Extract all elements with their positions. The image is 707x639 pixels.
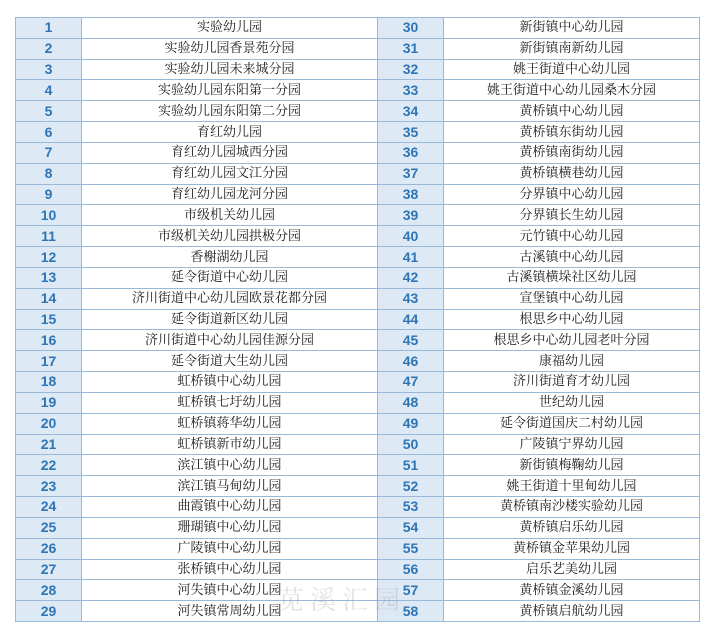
left-row-number: 7 — [16, 142, 82, 163]
left-kindergarten-name: 虹桥镇蒋华幼儿园 — [82, 413, 378, 434]
left-kindergarten-name: 济川街道中心幼儿园欧景花都分园 — [82, 288, 378, 309]
right-kindergarten-name: 延令街道国庆二村幼儿园 — [444, 413, 700, 434]
table-row — [16, 392, 700, 413]
right-row-number: 53 — [378, 497, 444, 518]
table-row — [16, 559, 700, 580]
left-row-number: 21 — [16, 434, 82, 455]
left-row-number: 17 — [16, 351, 82, 372]
left-row-number: 2 — [16, 38, 82, 59]
left-row-number: 24 — [16, 497, 82, 518]
right-kindergarten-name: 黄桥镇南街幼儿园 — [444, 142, 700, 163]
left-row-number: 3 — [16, 59, 82, 80]
right-kindergarten-name: 黄桥镇中心幼儿园 — [444, 101, 700, 122]
table-row — [16, 163, 700, 184]
left-kindergarten-name: 育红幼儿园龙河分园 — [82, 184, 378, 205]
kindergarten-list-table — [15, 17, 700, 622]
table-row — [16, 351, 700, 372]
left-row-number: 25 — [16, 517, 82, 538]
table-row — [16, 601, 700, 622]
right-kindergarten-name: 黄桥镇启航幼儿园 — [444, 601, 700, 622]
left-row-number: 6 — [16, 122, 82, 143]
right-kindergarten-name: 根思乡中心幼儿园 — [444, 309, 700, 330]
table-row — [16, 372, 700, 393]
table-row — [16, 267, 700, 288]
right-row-number: 52 — [378, 476, 444, 497]
left-row-number: 18 — [16, 372, 82, 393]
left-kindergarten-name: 育红幼儿园城西分园 — [82, 142, 378, 163]
right-row-number: 46 — [378, 351, 444, 372]
left-kindergarten-name: 张桥镇中心幼儿园 — [82, 559, 378, 580]
left-kindergarten-name: 延令街道新区幼儿园 — [82, 309, 378, 330]
table-row — [16, 497, 700, 518]
table-row — [16, 59, 700, 80]
right-row-number: 50 — [378, 434, 444, 455]
right-kindergarten-name: 新街镇中心幼儿园 — [444, 18, 700, 39]
left-row-number: 13 — [16, 267, 82, 288]
right-row-number: 31 — [378, 38, 444, 59]
left-kindergarten-name: 河失镇常周幼儿园 — [82, 601, 378, 622]
left-kindergarten-name: 滨江镇中心幼儿园 — [82, 455, 378, 476]
left-row-number: 9 — [16, 184, 82, 205]
right-row-number: 44 — [378, 309, 444, 330]
right-row-number: 43 — [378, 288, 444, 309]
left-kindergarten-name: 滨江镇马甸幼儿园 — [82, 476, 378, 497]
left-kindergarten-name: 广陵镇中心幼儿园 — [82, 538, 378, 559]
left-kindergarten-name: 虹桥镇新市幼儿园 — [82, 434, 378, 455]
left-kindergarten-name: 曲霞镇中心幼儿园 — [82, 497, 378, 518]
left-kindergarten-name: 虹桥镇七圩幼儿园 — [82, 392, 378, 413]
left-row-number: 12 — [16, 247, 82, 268]
table-row — [16, 330, 700, 351]
right-row-number: 30 — [378, 18, 444, 39]
left-row-number: 28 — [16, 580, 82, 601]
right-row-number: 55 — [378, 538, 444, 559]
right-row-number: 48 — [378, 392, 444, 413]
right-row-number: 57 — [378, 580, 444, 601]
left-row-number: 1 — [16, 18, 82, 39]
left-row-number: 15 — [16, 309, 82, 330]
left-kindergarten-name: 实验幼儿园未来城分园 — [82, 59, 378, 80]
right-row-number: 42 — [378, 267, 444, 288]
right-row-number: 41 — [378, 247, 444, 268]
table-row — [16, 18, 700, 39]
right-kindergarten-name: 新街镇南新幼儿园 — [444, 38, 700, 59]
table-row — [16, 538, 700, 559]
left-row-number: 19 — [16, 392, 82, 413]
right-kindergarten-name: 启乐艺美幼儿园 — [444, 559, 700, 580]
right-row-number: 40 — [378, 226, 444, 247]
table-row — [16, 226, 700, 247]
right-kindergarten-name: 黄桥镇南沙楼实验幼儿园 — [444, 497, 700, 518]
right-row-number: 58 — [378, 601, 444, 622]
left-kindergarten-name: 延令街道中心幼儿园 — [82, 267, 378, 288]
table-row — [16, 38, 700, 59]
right-kindergarten-name: 古溪镇横垛社区幼儿园 — [444, 267, 700, 288]
left-row-number: 27 — [16, 559, 82, 580]
left-row-number: 4 — [16, 80, 82, 101]
left-row-number: 11 — [16, 226, 82, 247]
left-kindergarten-name: 实验幼儿园东阳第一分园 — [82, 80, 378, 101]
left-kindergarten-name: 延令街道大生幼儿园 — [82, 351, 378, 372]
right-kindergarten-name: 济川街道育才幼儿园 — [444, 372, 700, 393]
right-kindergarten-name: 古溪镇中心幼儿园 — [444, 247, 700, 268]
right-row-number: 36 — [378, 142, 444, 163]
right-kindergarten-name: 黄桥镇东街幼儿园 — [444, 122, 700, 143]
table-row — [16, 580, 700, 601]
right-kindergarten-name: 黄桥镇金苹果幼儿园 — [444, 538, 700, 559]
right-row-number: 45 — [378, 330, 444, 351]
right-row-number: 47 — [378, 372, 444, 393]
right-row-number: 33 — [378, 80, 444, 101]
left-row-number: 16 — [16, 330, 82, 351]
left-row-number: 20 — [16, 413, 82, 434]
left-row-number: 8 — [16, 163, 82, 184]
table-row — [16, 80, 700, 101]
left-kindergarten-name: 实验幼儿园东阳第二分园 — [82, 101, 378, 122]
right-kindergarten-name: 宣堡镇中心幼儿园 — [444, 288, 700, 309]
left-kindergarten-name: 香榭湖幼儿园 — [82, 247, 378, 268]
right-row-number: 34 — [378, 101, 444, 122]
table-body — [16, 18, 700, 622]
right-row-number: 35 — [378, 122, 444, 143]
right-kindergarten-name: 姚王街道中心幼儿园 — [444, 59, 700, 80]
right-row-number: 32 — [378, 59, 444, 80]
left-row-number: 26 — [16, 538, 82, 559]
left-kindergarten-name: 虹桥镇中心幼儿园 — [82, 372, 378, 393]
left-row-number: 22 — [16, 455, 82, 476]
right-kindergarten-name: 广陵镇宁界幼儿园 — [444, 434, 700, 455]
right-kindergarten-name: 世纪幼儿园 — [444, 392, 700, 413]
left-row-number: 14 — [16, 288, 82, 309]
right-kindergarten-name: 黄桥镇横巷幼儿园 — [444, 163, 700, 184]
right-row-number: 49 — [378, 413, 444, 434]
left-kindergarten-name: 实验幼儿园香景苑分园 — [82, 38, 378, 59]
table-row — [16, 184, 700, 205]
left-row-number: 29 — [16, 601, 82, 622]
left-kindergarten-name: 育红幼儿园文江分园 — [82, 163, 378, 184]
right-row-number: 54 — [378, 517, 444, 538]
watermark-logo: 苋溪汇园 — [278, 586, 407, 616]
right-kindergarten-name: 黄桥镇金溪幼儿园 — [444, 580, 700, 601]
right-kindergarten-name: 姚王街道十里甸幼儿园 — [444, 476, 700, 497]
table-row — [16, 122, 700, 143]
left-row-number: 23 — [16, 476, 82, 497]
table-row — [16, 455, 700, 476]
table-row — [16, 142, 700, 163]
table-row — [16, 205, 700, 226]
right-kindergarten-name: 元竹镇中心幼儿园 — [444, 226, 700, 247]
right-kindergarten-name: 分界镇中心幼儿园 — [444, 184, 700, 205]
left-kindergarten-name: 珊瑚镇中心幼儿园 — [82, 517, 378, 538]
left-kindergarten-name: 育红幼儿园 — [82, 122, 378, 143]
table-row — [16, 101, 700, 122]
left-kindergarten-name: 市级机关幼儿园拱极分园 — [82, 226, 378, 247]
left-row-number: 10 — [16, 205, 82, 226]
right-row-number: 56 — [378, 559, 444, 580]
table-row — [16, 309, 700, 330]
table-row — [16, 476, 700, 497]
right-row-number: 38 — [378, 184, 444, 205]
left-row-number: 5 — [16, 101, 82, 122]
right-kindergarten-name: 根思乡中心幼儿园老叶分园 — [444, 330, 700, 351]
right-kindergarten-name: 康福幼儿园 — [444, 351, 700, 372]
table-row — [16, 247, 700, 268]
left-kindergarten-name: 市级机关幼儿园 — [82, 205, 378, 226]
left-kindergarten-name: 济川街道中心幼儿园佳源分园 — [82, 330, 378, 351]
table-row — [16, 413, 700, 434]
right-kindergarten-name: 姚王街道中心幼儿园桑木分园 — [444, 80, 700, 101]
right-row-number: 37 — [378, 163, 444, 184]
table-row — [16, 434, 700, 455]
left-kindergarten-name: 实验幼儿园 — [82, 18, 378, 39]
right-kindergarten-name: 新街镇梅鞠幼儿园 — [444, 455, 700, 476]
table-row — [16, 288, 700, 309]
right-row-number: 39 — [378, 205, 444, 226]
right-row-number: 51 — [378, 455, 444, 476]
left-kindergarten-name: 河失镇中心幼儿园 — [82, 580, 378, 601]
right-kindergarten-name: 分界镇长生幼儿园 — [444, 205, 700, 226]
right-kindergarten-name: 黄桥镇启乐幼儿园 — [444, 517, 700, 538]
table-row — [16, 517, 700, 538]
